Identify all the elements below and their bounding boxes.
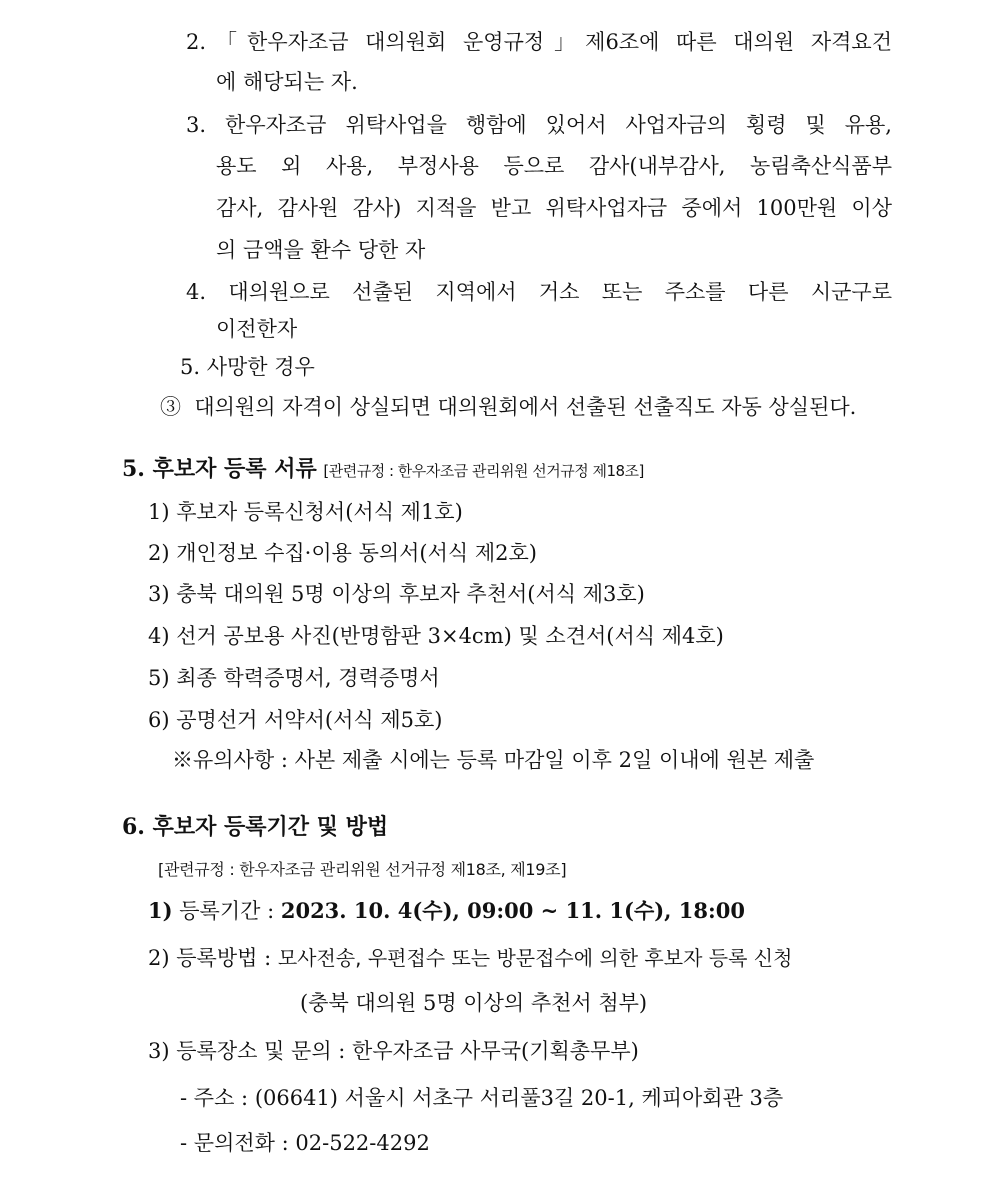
item-number: 6) <box>148 708 170 732</box>
list-item <box>148 538 537 568</box>
item-text: 「한우자조금 대의원회 운영규정」제6조에 따른 대의원 자격요건 <box>206 30 892 54</box>
section-6-title: 6. 후보자 등록기간 및 방법 <box>122 814 389 840</box>
section-5-heading <box>122 454 644 484</box>
clause-3-text: 대의원의 자격이 상실되면 대의원회에서 선출된 선출직도 자동 상실된다. <box>194 395 857 419</box>
section-6-reference: [관련규정 : 한우자조금 관리위원 선거규정 제18조, 제19조] <box>158 860 567 879</box>
period-label: 등록기간 : <box>179 899 275 923</box>
item-text: 개인정보 수집·이용 동의서(서식 제2호) <box>176 541 537 565</box>
bullet-dash: - <box>180 1131 188 1155</box>
item-text-continued: 에 해당되는 자. <box>216 70 358 94</box>
item-number: 3) <box>148 582 170 606</box>
item-text-continued: 의 금액을 환수 당한 자 <box>216 238 426 262</box>
registration-period <box>148 896 745 926</box>
list-item <box>186 110 892 140</box>
item-number: 3) <box>148 1039 170 1063</box>
section-5-note: ※유의사항 : 사본 제출 시에는 등록 마감일 이후 2일 이내에 원본 제출 <box>172 748 815 772</box>
item-number: 2. <box>186 30 207 54</box>
place-label: 등록장소 및 문의 : <box>176 1039 346 1063</box>
list-item <box>148 705 443 735</box>
period-value: 2023. 10. 4(수), 09:00 ~ 11. 1(수), 18:00 <box>280 898 746 923</box>
clause-3 <box>160 392 856 422</box>
registration-method <box>148 943 792 973</box>
place-value: 한우자조금 사무국(기획총무부) <box>352 1039 639 1063</box>
item-text-continued: 이전한자 <box>216 317 298 341</box>
circled-three-marker: ③ <box>160 395 181 419</box>
item-text: 선거 공보용 사진(반명함판 3×4cm) 및 소견서(서식 제4호) <box>176 624 724 648</box>
item-text: 대의원으로 선출된 지역에서 거소 또는 주소를 다른 시군구로 <box>228 280 892 304</box>
item-number: 4. <box>186 280 207 304</box>
list-item <box>148 663 440 693</box>
list-item <box>186 277 892 307</box>
item-number: 2) <box>148 946 170 970</box>
item-text: 한우자조금 위탁사업을 행함에 있어서 사업자금의 횡령 및 유용, <box>225 113 892 137</box>
item-number: 4) <box>148 624 170 648</box>
list-item <box>180 352 315 382</box>
list-item <box>148 579 645 609</box>
item-text: 후보자 등록신청서(서식 제1호) <box>176 500 463 524</box>
section-5-title: 5. 후보자 등록 서류 <box>122 456 317 482</box>
address-value: (06641) 서울시 서초구 서리풀3길 20-1, 케피아회관 3층 <box>254 1086 784 1110</box>
bullet-dash: - <box>180 1086 188 1110</box>
item-text-continued: 감사, 감사원 감사) 지적을 받고 위탁사업자금 중에서 100만원 이상 <box>216 196 892 220</box>
item-text: 공명선거 서약서(서식 제5호) <box>176 708 443 732</box>
item-number: 5) <box>148 666 170 690</box>
item-number: 1) <box>148 898 173 923</box>
address-line <box>180 1083 783 1113</box>
method-label: 등록방법 : <box>176 946 272 970</box>
item-number: 2) <box>148 541 170 565</box>
item-text: 사망한 경우 <box>206 355 315 379</box>
item-text-continued: 용도 외 사용, 부정사용 등으로 감사(내부감사, 농림축산식품부 <box>216 154 892 178</box>
item-text: 충북 대의원 5명 이상의 후보자 추천서(서식 제3호) <box>176 582 645 606</box>
address-label: 주소 : <box>193 1086 249 1110</box>
list-item <box>186 27 892 57</box>
registration-place <box>148 1036 639 1066</box>
list-item <box>148 497 463 527</box>
method-value: 모사전송, 우편접수 또는 방문접수에 의한 후보자 등록 신청 <box>277 946 793 970</box>
registration-method-note: (충북 대의원 5명 이상의 추천서 첨부) <box>300 991 648 1015</box>
item-text: 최종 학력증명서, 경력증명서 <box>176 666 440 690</box>
phone-line <box>180 1128 430 1158</box>
item-number: 5. <box>180 355 201 379</box>
phone-value: 02-522-4292 <box>295 1131 430 1155</box>
list-item <box>148 621 724 651</box>
item-number: 1) <box>148 500 170 524</box>
section-5-reference: [관련규정 : 한우자조금 관리위원 선거규정 제18조] <box>323 462 644 480</box>
phone-label: 문의전화 : <box>193 1131 289 1155</box>
item-number: 3. <box>186 113 207 137</box>
